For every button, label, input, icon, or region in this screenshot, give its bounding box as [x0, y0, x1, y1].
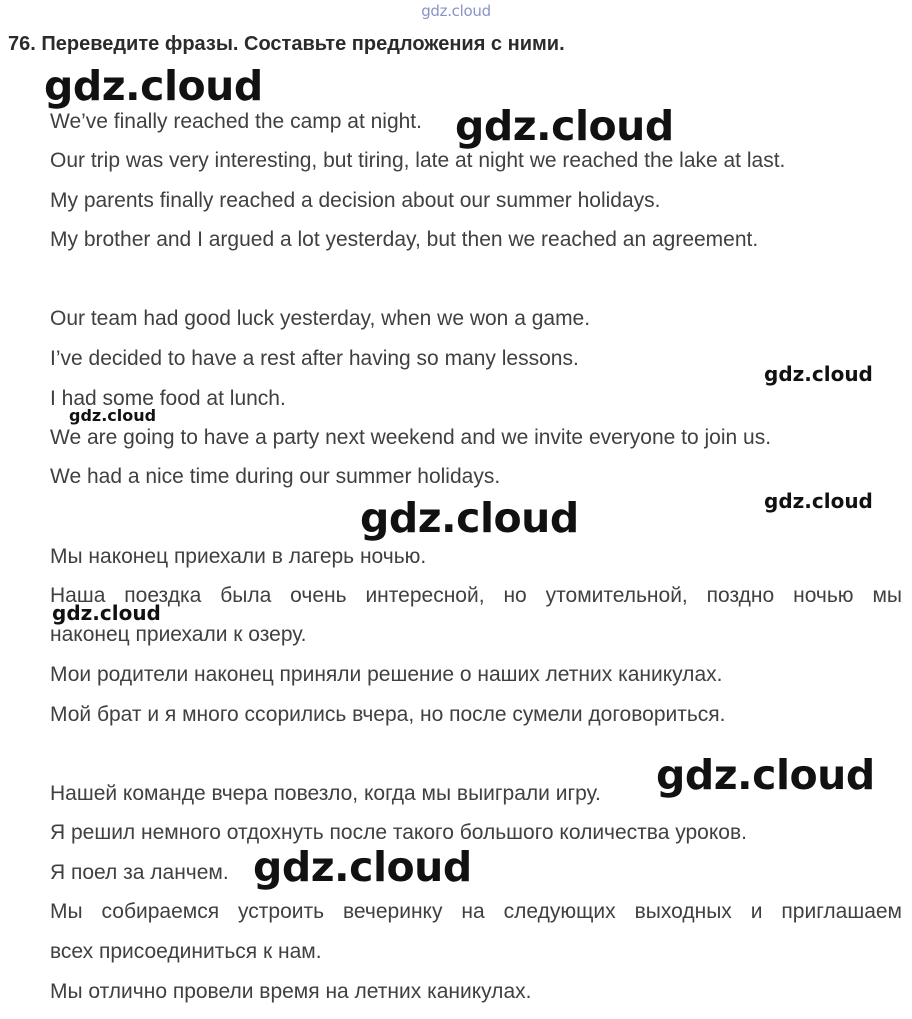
- watermark: gdz.cloud: [764, 362, 873, 386]
- watermark: gdz.cloud: [656, 751, 875, 799]
- watermark: gdz.cloud: [764, 489, 873, 513]
- english-sentence: We had a nice time during our summer holidays.: [50, 465, 501, 488]
- english-sentence: I’ve decided to have a rest after having so many lessons.: [50, 347, 579, 370]
- watermark: gdz.cloud: [69, 406, 157, 425]
- english-sentence: I had some food at lunch.: [50, 387, 286, 410]
- english-sentence: We’ve finally reached the camp at night.: [50, 110, 422, 133]
- english-sentence: We are going to have a party next weekend and we invite everyone to join us.: [50, 426, 772, 449]
- english-sentence: Our trip was very interesting, but tiring, late at night we reached the lake at last.: [50, 149, 786, 172]
- english-sentence: My parents finally reached a decision about our summer holidays.: [50, 189, 661, 212]
- exercise-heading: 76. Переведите фразы. Составьте предложения с ними.: [8, 33, 565, 55]
- russian-sentence: Мы собираемся устроить вечеринку на следующих выходных и приглашаем: [50, 900, 902, 923]
- russian-sentence: всех присоединиться к нам.: [50, 940, 322, 963]
- russian-sentence: Мы отлично провели время на летних каникулах.: [50, 980, 532, 1003]
- russian-sentence: Мы наконец приехали в лагерь ночью.: [50, 545, 427, 568]
- english-sentence: My brother and I argued a lot yesterday, but then we reached an agreement.: [50, 228, 759, 251]
- russian-sentence: Я поел за ланчем.: [50, 861, 229, 884]
- watermark: gdz.cloud: [455, 102, 674, 150]
- english-sentence: Our team had good luck yesterday, when we won a game.: [50, 307, 591, 330]
- watermark: gdz.cloud: [253, 843, 472, 891]
- russian-sentence: Мой брат и я много ссорились вчера, но после сумели договориться.: [50, 703, 726, 726]
- russian-sentence: Я решил немного отдохнуть после такого большого количества уроков.: [50, 821, 747, 844]
- russian-sentence: Нашей команде вчера повезло, когда мы выиграли игру.: [50, 782, 601, 805]
- watermark: gdz.cloud: [360, 494, 579, 542]
- russian-sentence: наконец приехали к озеру.: [50, 623, 307, 646]
- watermark-top: gdz.cloud: [421, 2, 491, 20]
- watermark: gdz.cloud: [44, 62, 263, 110]
- russian-sentence: Наша поездка была очень интересной, но утомительной, поздно ночью мы: [50, 584, 902, 607]
- russian-sentence: Мои родители наконец приняли решение о наших летних каникулах.: [50, 663, 723, 686]
- watermark: gdz.cloud: [52, 601, 161, 625]
